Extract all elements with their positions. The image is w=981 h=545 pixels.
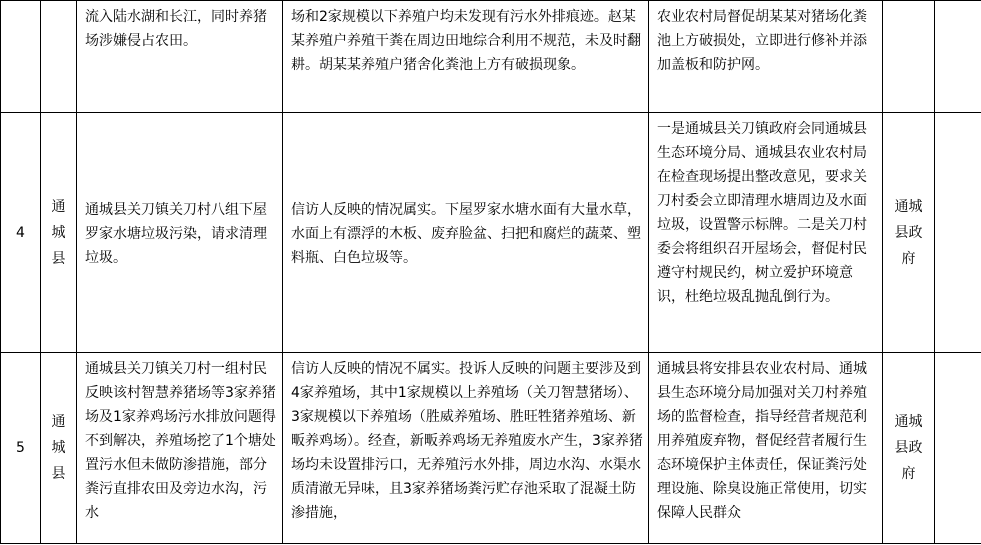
finding-cell bbox=[283, 1, 649, 113]
complaint-cell bbox=[77, 113, 283, 353]
complaint-cell bbox=[77, 353, 283, 544]
remark-cell bbox=[935, 1, 981, 113]
complaint-cell bbox=[77, 1, 283, 113]
unit-text: 通城县政府 bbox=[894, 198, 923, 267]
complaint-text: 通城县关刀镇关刀村一组村民反映该村智慧养猪场等3家养猪场及1家养鸡场污水排放问题得不到解决，养殖场挖了1个塘处置污水但未做防渗措施，部分粪污直排农田及旁边水沟，污水 bbox=[85, 361, 276, 521]
action-text: 一是通城县关刀镇政府会同通城县生态环境分局、通城县农业农村局在检查现场提出整改意见，要求关刀村委会立即清理水塘周边及水面垃圾，设置警示标牌。二是关刀村委会将组织召开屋场会，督促村民遵守村规民约，树立爱护环境意识，杜绝垃圾乱抛乱倒行为。 bbox=[657, 121, 867, 305]
finding-text: 信访人反映的情况属实。下屋罗家水塘水面有大量水草，水面上有漂浮的木板、废弃脸盆、扫把和腐烂的蔬菜、塑料瓶、白色垃圾等。 bbox=[291, 201, 641, 266]
action-text: 农业农村局督促胡某某对猪场化粪池上方破损处，立即进行修补并添加盖板和防护网。 bbox=[657, 9, 867, 73]
action-text: 通城县将安排县农业农村局、通城县生态环境分局加强对关刀村养殖场的监督检查，指导经营者规范利用养殖废弃物，督促经营者履行生态环境保护主体责任，保证粪污处理设施、除臭设施正常使用，切实保障人民群众 bbox=[657, 361, 867, 521]
remark-cell bbox=[935, 113, 981, 353]
county-cell bbox=[41, 353, 77, 544]
finding-text: 信访人反映的情况不属实。投诉人反映的问题主要涉及到4家养殖场，其中1家规模以上养殖场（关刀智慧猪场）、3家规模以下养殖场（胜威养殖场、胜旺牲猪养殖场、新畈养鸡场）。经查，新畈养鸡场无养殖废水产生，3家养猪场均未设置排污口，无养殖污水外排，周边水沟、水渠水质清澈无异味，且3家养猪场粪污贮存池采取了混凝土防渗措施， bbox=[291, 361, 643, 521]
county-text: 通城县 bbox=[51, 414, 66, 482]
table-row bbox=[1, 1, 981, 113]
complaint-text: 通城县关刀镇关刀村八组下屋罗家水塘垃圾污染，请求清理垃圾。 bbox=[85, 201, 267, 266]
unit-text: 通城县政府 bbox=[894, 414, 923, 482]
remark-cell bbox=[935, 353, 981, 544]
table-row bbox=[1, 353, 981, 544]
county-cell bbox=[41, 1, 77, 113]
finding-text: 场和2家规模以下养殖户均未发现有污水外排痕迹。赵某某养殖户养殖干粪在周边田地综合利用不规范，未及时翻耕。胡某某养殖户猪舍化粪池上方有破损现象。 bbox=[291, 9, 641, 73]
unit-cell bbox=[883, 1, 935, 113]
row-number bbox=[1, 1, 41, 113]
action-cell bbox=[649, 1, 883, 113]
action-cell bbox=[649, 353, 883, 544]
row-number: 4 bbox=[1, 113, 41, 353]
row-number: 5 bbox=[1, 353, 41, 544]
table-row bbox=[1, 113, 981, 353]
unit-cell bbox=[883, 353, 935, 544]
complaint-text: 流入陆水湖和长江，同时养猪场涉嫌侵占农田。 bbox=[85, 9, 267, 49]
county-text: 通城县 bbox=[51, 198, 66, 267]
action-cell bbox=[649, 113, 883, 353]
unit-cell bbox=[883, 113, 935, 353]
county-cell bbox=[41, 113, 77, 353]
finding-cell bbox=[283, 113, 649, 353]
finding-cell bbox=[283, 353, 649, 544]
